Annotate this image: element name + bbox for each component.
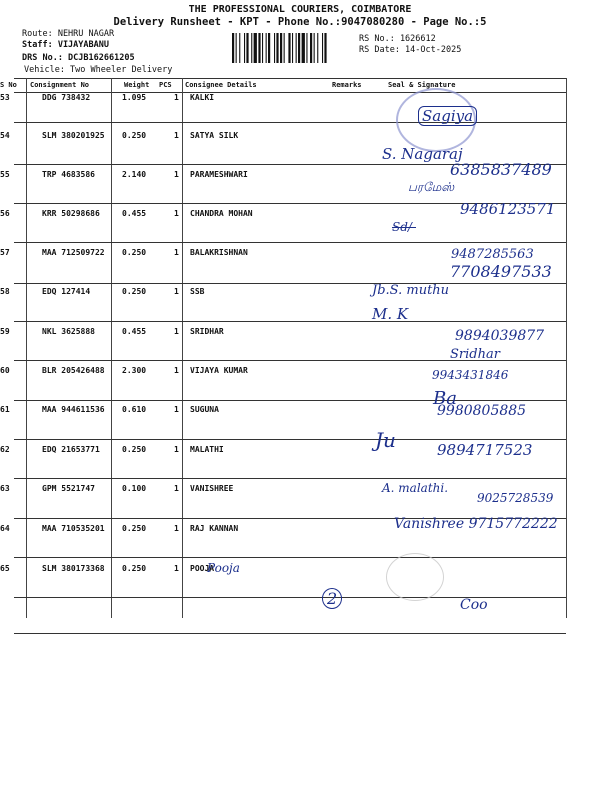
- cell-pcs: 1: [174, 524, 179, 533]
- cell-weight: 2.300: [122, 366, 147, 375]
- cell-pcs: 1: [174, 484, 179, 493]
- cell-pcs: 1: [174, 327, 179, 336]
- cell-consignee: MALATHI: [190, 445, 224, 454]
- col-header-remarks: Remarks: [332, 81, 362, 89]
- row-divider: [14, 633, 566, 634]
- cell-pcs: 1: [174, 366, 179, 375]
- table-row: [0, 93, 566, 103]
- phone-number-text: 9980805885: [437, 403, 527, 419]
- signature-text: Sridhar: [450, 347, 500, 362]
- signature-text: Pooja: [207, 561, 240, 575]
- cell-weight: 0.100: [122, 484, 147, 493]
- cell-sno: 63: [0, 484, 10, 493]
- signature-text: 2: [322, 588, 342, 609]
- cell-weight: 0.250: [122, 445, 147, 454]
- cell-weight: 0.250: [122, 524, 147, 533]
- cell-weight: 0.250: [122, 131, 147, 140]
- barcode-bar: [296, 33, 297, 63]
- col-header-consignee: Consignee Details: [185, 81, 257, 89]
- row-divider: [14, 283, 566, 284]
- signature-text: A. malathi.: [382, 481, 449, 495]
- cell-pcs: 1: [174, 170, 179, 179]
- cell-sno: 60: [0, 366, 10, 375]
- cell-pcs: 1: [174, 93, 179, 102]
- barcode-bar: [246, 33, 248, 63]
- phone-number-text: 9894039877: [455, 328, 545, 344]
- barcode-bar: [251, 33, 252, 63]
- barcode-bar: [232, 33, 234, 63]
- route-label: Route: NEHRU NAGAR: [22, 29, 115, 39]
- cell-consignee: CHANDRA MOHAN: [190, 209, 253, 218]
- col-header-pcs: PCS: [159, 81, 172, 89]
- cell-sno: 54: [0, 131, 10, 140]
- cell-sno: 55: [0, 170, 10, 179]
- cell-consignment: EDQ 21653771: [42, 445, 100, 454]
- cell-weight: 0.250: [122, 287, 147, 296]
- phone-number-text: 9894717523: [437, 441, 533, 459]
- col-header-weight: Weight: [124, 81, 150, 89]
- barcode-bar: [310, 33, 312, 63]
- barcode-bar: [258, 33, 260, 63]
- table-row: [0, 131, 566, 141]
- rs-number: RS No.: 1626612: [359, 34, 436, 44]
- cell-consignee: PARAMESHWARI: [190, 170, 248, 179]
- column-divider: [182, 78, 183, 618]
- barcode-bar: [288, 33, 290, 63]
- cell-consignee: POOJA: [190, 564, 215, 573]
- row-divider: [14, 478, 566, 479]
- cell-sno: 61: [0, 405, 10, 414]
- barcode-image: [232, 33, 356, 63]
- cell-sno: 65: [0, 564, 10, 573]
- phone-number-text: 9486123571: [460, 200, 556, 218]
- cell-consignee: BALAKRISHNAN: [190, 248, 248, 257]
- phone-number-text: 9943431846: [432, 368, 509, 382]
- column-divider: [111, 78, 112, 618]
- barcode-bar: [317, 33, 318, 63]
- signature-text: Ba: [433, 388, 457, 409]
- cell-pcs: 1: [174, 131, 179, 140]
- cell-pcs: 1: [174, 248, 179, 257]
- table-row: [0, 564, 566, 574]
- barcode-bar: [262, 33, 263, 63]
- staff-label: Staff: VIJAYABANU: [22, 40, 109, 50]
- signature-text: Vanishree 9715772222: [394, 516, 558, 532]
- barcode-bar: [324, 33, 326, 63]
- phone-number-text: 7708497533: [450, 262, 552, 281]
- cell-weight: 0.610: [122, 405, 147, 414]
- cell-consignment: SLM 380201925: [42, 131, 105, 140]
- cell-sno: 59: [0, 327, 10, 336]
- cell-consignment: MAA 710535201: [42, 524, 105, 533]
- cell-pcs: 1: [174, 405, 179, 414]
- col-header-sno: S No: [0, 81, 17, 89]
- runsheet-title: Delivery Runsheet - KPT - Phone No.:9047080280 - Page No.:5: [113, 16, 487, 28]
- cell-pcs: 1: [174, 209, 179, 218]
- vehicle-label: Vehicle: Two Wheeler Delivery: [24, 65, 173, 75]
- rs-date: RS Date: 14-Oct-2025: [359, 45, 462, 55]
- barcode-bar: [236, 33, 237, 63]
- cell-pcs: 1: [174, 564, 179, 573]
- phone-number-text: 9487285563: [451, 247, 534, 262]
- cell-consignment: NKL 3625888: [42, 327, 95, 336]
- col-header-seal: Seal & Signature: [388, 81, 456, 89]
- row-divider: [14, 557, 566, 558]
- cell-consignment: BLR 205426488: [42, 366, 105, 375]
- cell-consignment: KRR 50298686: [42, 209, 100, 218]
- cell-sno: 56: [0, 209, 10, 218]
- cell-sno: 53: [0, 93, 10, 102]
- barcode-bar: [322, 33, 323, 63]
- cell-sno: 58: [0, 287, 10, 296]
- barcode-bar: [254, 33, 257, 63]
- barcode-bar: [244, 33, 245, 63]
- cell-consignment: SLM 380173368: [42, 564, 105, 573]
- stamp-signature: Sagiya: [418, 106, 477, 126]
- signature-text: Sd/-: [392, 220, 416, 234]
- signature-text: Jb.S. muthu: [372, 283, 450, 298]
- company-title: THE PROFESSIONAL COURIERS, COIMBATORE: [188, 4, 412, 15]
- barcode-bar: [280, 33, 282, 63]
- cell-sno: 64: [0, 524, 10, 533]
- barcode-bar: [274, 33, 275, 63]
- barcode-bar: [276, 33, 278, 63]
- cell-consignee: SSB: [190, 287, 205, 296]
- signature-text: Coo: [460, 597, 488, 613]
- drs-label: DRS No.: DCJB162661205: [22, 53, 135, 63]
- barcode-bar: [298, 33, 300, 63]
- row-divider: [14, 439, 566, 440]
- cell-consignee: SUGUNA: [190, 405, 219, 414]
- signature-text: பரமேஸ்: [408, 180, 455, 194]
- cell-consignee: SATYA SILK: [190, 131, 239, 140]
- cell-consignee: KALKI: [190, 93, 215, 102]
- cell-sno: 57: [0, 248, 10, 257]
- table-top-rule: [14, 78, 566, 79]
- barcode-bar: [292, 33, 293, 63]
- cell-consignee: RAJ KANNAN: [190, 524, 239, 533]
- signature-text: Ju: [375, 428, 396, 452]
- cell-weight: 2.140: [122, 170, 147, 179]
- cell-weight: 0.455: [122, 327, 147, 336]
- phone-number-text: 6385837489: [450, 160, 552, 179]
- row-divider: [14, 122, 566, 123]
- barcode-bar: [314, 33, 315, 63]
- barcode-bar: [268, 33, 270, 63]
- row-divider: [14, 400, 566, 401]
- cell-consignee: VIJAYA KUMAR: [190, 366, 248, 375]
- row-divider: [14, 242, 566, 243]
- cell-consignment: TRP 4683586: [42, 170, 95, 179]
- signature-text: S. Nagaraj: [382, 145, 463, 163]
- cell-consignment: MAA 944611536: [42, 405, 105, 414]
- cell-consignee: SRIDHAR: [190, 327, 224, 336]
- col-header-consignment: Consignment No: [30, 81, 90, 89]
- cell-consignee: VANISHREE: [190, 484, 234, 493]
- phone-number-text: 9025728539: [477, 491, 554, 505]
- cell-sno: 62: [0, 445, 10, 454]
- barcode-bar: [306, 33, 307, 63]
- column-divider: [566, 78, 567, 618]
- cell-weight: 0.250: [122, 248, 147, 257]
- barcode-bar: [266, 33, 267, 63]
- cell-consignment: EDQ 127414: [42, 287, 91, 296]
- signature-text: M. K: [372, 305, 409, 323]
- cell-consignment: GPM 5521747: [42, 484, 95, 493]
- row-divider: [14, 321, 566, 322]
- cell-consignment: MAA 712509722: [42, 248, 105, 257]
- cell-weight: 0.250: [122, 564, 147, 573]
- cell-pcs: 1: [174, 287, 179, 296]
- cell-weight: 0.455: [122, 209, 147, 218]
- column-divider: [26, 78, 27, 618]
- faint-stamp: [386, 553, 444, 601]
- cell-weight: 1.095: [122, 93, 147, 102]
- cell-consignment: DDG 738432: [42, 93, 91, 102]
- barcode-bar: [302, 33, 305, 63]
- table-row: [0, 287, 566, 297]
- barcode-bar: [284, 33, 285, 63]
- barcode-bar: [239, 33, 240, 63]
- cell-pcs: 1: [174, 445, 179, 454]
